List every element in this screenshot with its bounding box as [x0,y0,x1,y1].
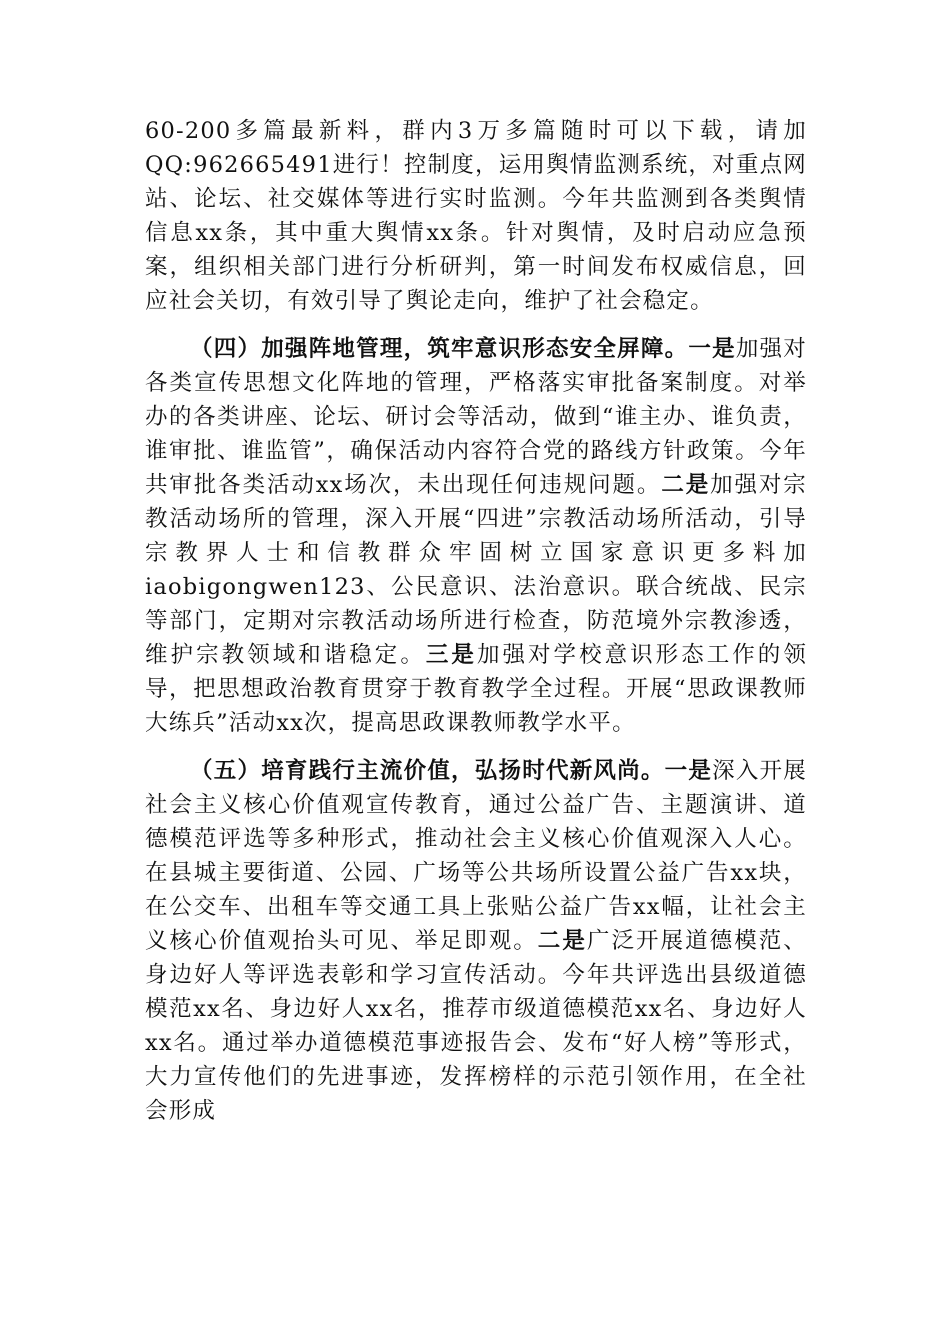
paragraph-text: 加强对各类宣传思想文化阵地的管理，严格落实审批备案制度。对举办的各类讲座、论坛、研讨会等活动，做到“谁主办、谁负责，谁审批、谁监管”，确保活动内容符合党的路线方针政策。今年共审批各类活动xx场次，未出现任何违规问题。 [145,336,807,498]
paragraph-text: 广泛开展道德模范、身边好人等评选表彰和学习宣传活动。今年共评选出县级道德模范xx名、身边好人xx名，推荐市级道德模范xx名、身边好人xx名。通过举办道德模范事迹报告会、发布“好人榜”等形式，大力宣传他们的先进事迹，发挥榜样的示范引领作用，在全社会形成 [145,928,808,1124]
paragraph-monitoring [145,114,807,318]
section-heading: （五）培育践行主流价值，弘扬时代新风尚。一是 [190,758,713,784]
point-marker: 二是 [537,928,587,954]
paragraph-text: 加强对学校意识形态工作的领导，把思想政治教育贯穿于教育教学全过程。开展“思政课教师大练兵”活动xx次，提高思政课教师教学水平。 [145,642,808,736]
section-heading: （四）加强阵地管理，筑牢意识形态安全屏障。一是 [190,336,736,362]
point-marker: 二是 [661,472,711,498]
paragraph-text: 60-200多篇最新料，群内3万多篇随时可以下载，请加QQ:962665491进行！控制度，运用舆情监测系统，对重点网站、论坛、社交媒体等进行实时监测。今年共监测到各类舆情信息xx条，其中重大舆情xx条。针对舆情，及时启动应急预案，组织相关部门进行分析研判，第一时间发布权威信息，回应社会关切，有效引导了舆论走向，维护了社会稳定。 [145,118,807,314]
document-body [145,114,807,1142]
paragraph-text: 加强对宗教活动场所的管理，深入开展“四进”宗教活动场所活动，引导宗教界人士和信教群众牢固树立国家意识更多料加iaobigongwen123、公民意识、法治意识。联合统战、民宗等部门，定期对宗教活动场所进行检查，防范境外宗教渗透，维护宗教领域和谐稳定。 [145,472,808,668]
paragraph-section-four [145,332,807,740]
point-marker: 三是 [425,642,477,668]
paragraph-text: 深入开展社会主义核心价值观宣传教育，通过公益广告、主题演讲、道德模范评选等多种形式，推动社会主义核心价值观深入人心。在县城主要街道、公园、广场等公共场所设置公益广告xx块，在公交车、出租车等交通工具上张贴公益广告xx幅，让社会主义核心价值观抬头可见、举足即观。 [145,758,807,954]
paragraph-section-five [145,754,807,1128]
